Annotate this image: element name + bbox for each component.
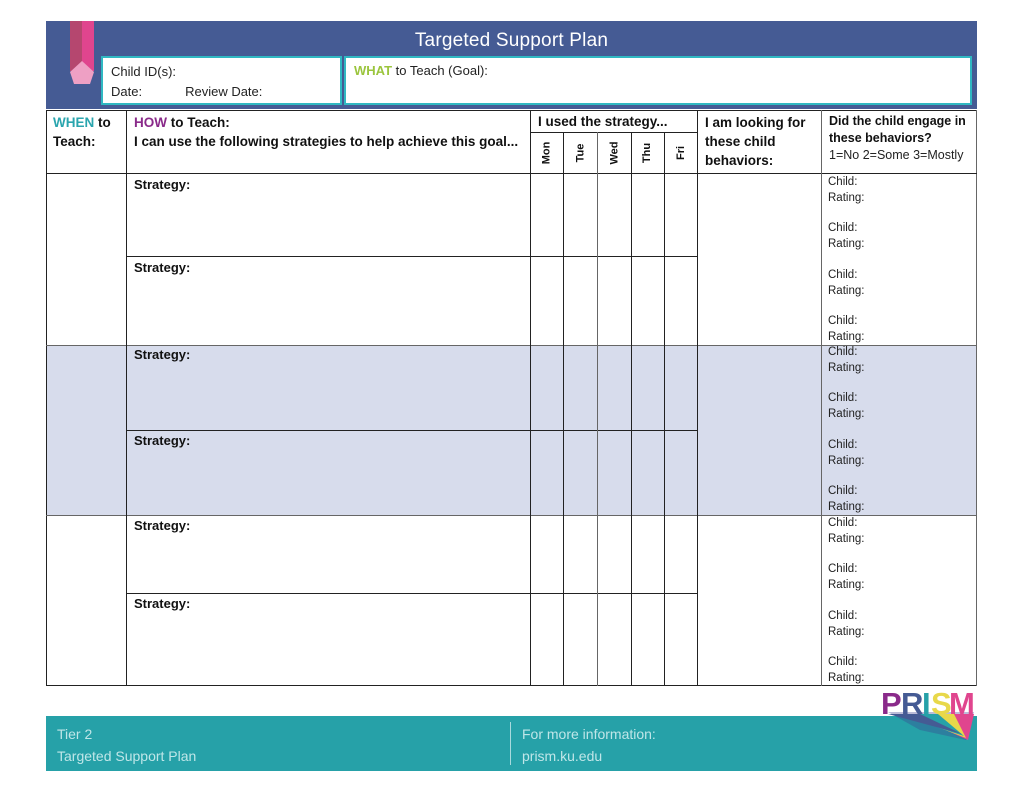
day-header-mon: Mon — [540, 141, 553, 165]
review-date-label: Review Date: — [185, 84, 263, 99]
child-info-box[interactable] — [101, 56, 342, 105]
used-strategy-header: I used the strategy... — [538, 114, 668, 129]
rating-entry[interactable]: Child: Rating: — [828, 517, 865, 545]
table-border-right — [976, 110, 977, 686]
how-subheader: I can use the following strategies to help achieve this goal... — [134, 134, 519, 149]
col-divider-tue — [597, 132, 598, 686]
footer-right — [522, 723, 656, 767]
col-divider-wed — [631, 132, 632, 686]
rating-entry[interactable]: Child: Rating: — [828, 563, 865, 591]
footer-subtitle: Targeted Support Plan — [57, 748, 197, 764]
svg-text:P: P — [881, 686, 902, 721]
strategy-label[interactable]: Strategy: — [134, 347, 191, 362]
col-divider-thu — [664, 132, 665, 686]
what-keyword: WHAT — [354, 63, 393, 78]
info-label: For more information: — [522, 726, 656, 742]
rating-entry[interactable]: Child: Rating: — [828, 392, 865, 420]
strategy-divider-3 — [126, 593, 697, 594]
rating-entry[interactable]: Child: Rating: — [828, 656, 865, 684]
rating-entry[interactable]: Child: Rating: — [828, 269, 865, 297]
col-divider-how — [530, 110, 531, 686]
prism-logo-icon — [880, 684, 980, 742]
day-header-wed: Wed — [608, 141, 621, 165]
when-keyword: WHEN — [53, 115, 95, 130]
svg-text:I: I — [922, 686, 931, 721]
col-divider-when — [126, 110, 127, 686]
support-plan-table — [46, 110, 977, 686]
footer-left — [57, 723, 196, 767]
rating-scale: 1=No 2=Some 3=Mostly — [829, 148, 964, 162]
rating-entry[interactable]: Child: Rating: — [828, 315, 865, 343]
strategy-label[interactable]: Strategy: — [134, 518, 191, 533]
rating-entry[interactable]: Child: Rating: — [828, 439, 865, 467]
how-header: HOW to Teach: I can use the following strategies to help achieve this goal... — [134, 115, 519, 149]
table-border-left — [46, 110, 47, 686]
strategy-label[interactable]: Strategy: — [134, 433, 191, 448]
day-header-tue: Tue — [574, 143, 587, 163]
table-border-top — [46, 110, 977, 111]
col-divider-mon — [563, 132, 564, 686]
svg-text:R: R — [901, 686, 924, 721]
when-header: WHEN to Teach: — [53, 115, 111, 149]
page-title: Targeted Support Plan — [414, 30, 609, 51]
footer-band — [46, 716, 977, 771]
footer-separator — [510, 722, 511, 765]
strategy-label[interactable]: Strategy: — [134, 260, 191, 275]
child-ids-label: Child ID(s): — [111, 64, 177, 79]
rating-entry[interactable]: Child: Rating: — [828, 610, 865, 638]
goal-label: to Teach (Goal): — [392, 63, 488, 78]
col-divider-behaviors — [821, 110, 822, 686]
rating-entry[interactable]: Child: Rating: — [828, 485, 865, 513]
behaviors-header: I am looking for these child behaviors: — [705, 115, 806, 168]
footer-link[interactable]: prism.ku.edu — [522, 748, 603, 764]
strategy-divider-1 — [126, 256, 697, 257]
rating-entry[interactable]: Child: Rating: — [828, 222, 865, 250]
tier-label: Tier 2 — [57, 726, 93, 742]
goal-box[interactable] — [344, 56, 972, 105]
header-band — [46, 21, 977, 109]
header-row-divider — [46, 173, 977, 174]
svg-text:M: M — [949, 686, 975, 721]
date-label: Date: — [111, 84, 143, 99]
how-keyword: HOW — [134, 115, 167, 130]
strategy-label[interactable]: Strategy: — [134, 177, 191, 192]
rating-entry[interactable]: Child: Rating: — [828, 176, 865, 204]
col-divider-fri — [697, 110, 698, 686]
engagement-header: Did the child engage in these behaviors? 1=No 2=Some 3=Mostly — [829, 114, 966, 162]
strategy-label[interactable]: Strategy: — [134, 596, 191, 611]
day-header-thu: Thu — [641, 142, 654, 164]
strategy-divider-2 — [126, 430, 697, 431]
rating-entry[interactable]: Child: Rating: — [828, 346, 865, 374]
used-strategy-divider — [530, 132, 697, 133]
day-header-fri: Fri — [675, 145, 688, 161]
svg-text:S: S — [931, 686, 952, 721]
